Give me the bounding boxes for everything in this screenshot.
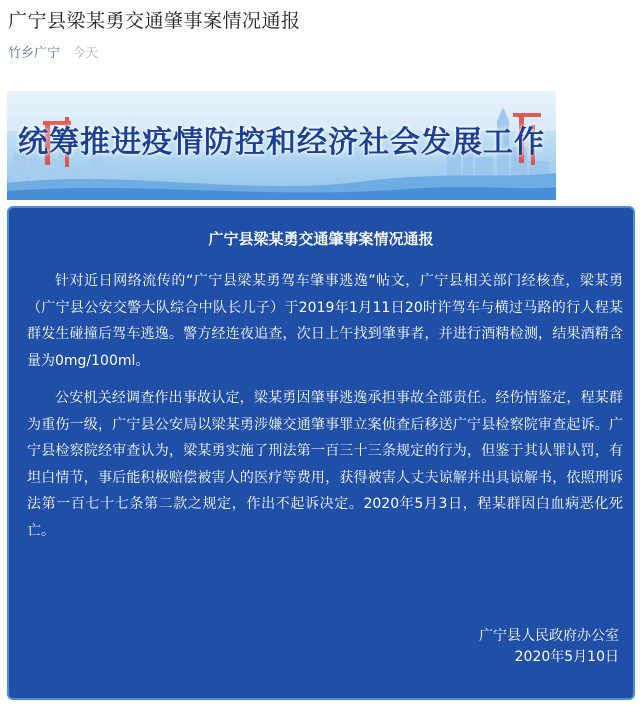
signature-organization: 广宁县人民政府办公室 [479,628,619,644]
notice-paragraph: 公安机关经调查作出事故认定，梁某勇因肇事逃逸承担事故全部责任。经伤情鉴定，程某群为重伤一级，广宁县公安局以梁某勇涉嫌交通肇事罪立案侦查后移送广宁县检察院审查起诉。广宁县检察院经审查认为，梁某勇实施了刑法第一百三十三条规定的行为，但鉴于其认罪认罚，有坦白情节，事后能积极赔偿被害人的医疗等费用，获得被害人丈夫谅解并出具谅解书，依照刑诉法第一百七十七条第二款之规定，作出不起诉决定。2020年5月3日，程某群因白血病恶化死亡。 [27,390,623,539]
banner-slogan: 统筹推进疫情防控和经济社会发展工作 [18,125,545,160]
notice-signature [479,626,619,668]
publish-time: 今天 [72,46,99,61]
banner-image [7,91,556,200]
notice-body [27,268,623,555]
notice-title: 广宁县梁某勇交通肇事案情况通报 [208,230,434,248]
notice-paragraph: 针对近日网络流传的“广宁县梁某勇驾车肇事逃逸”帖文，广宁县相关部门经核查，梁某勇（广宁县公安交警大队综合中队长儿子）于2019年1月11日20时许驾车与横过马路的行人程某群发生碰撞后驾车逃逸。警方经连夜追查，次日上午找到肇事者，并进行酒精检测，结果酒精含量为0mg/100ml。 [27,273,623,369]
signature-date: 2020年5月10日 [514,649,619,665]
article-title: 广宁县梁某勇交通肇事案情况通报 [8,10,301,32]
article-meta [8,42,98,61]
account-name-link[interactable]: 竹乡广宁 [8,46,61,61]
notice-panel [7,206,635,700]
